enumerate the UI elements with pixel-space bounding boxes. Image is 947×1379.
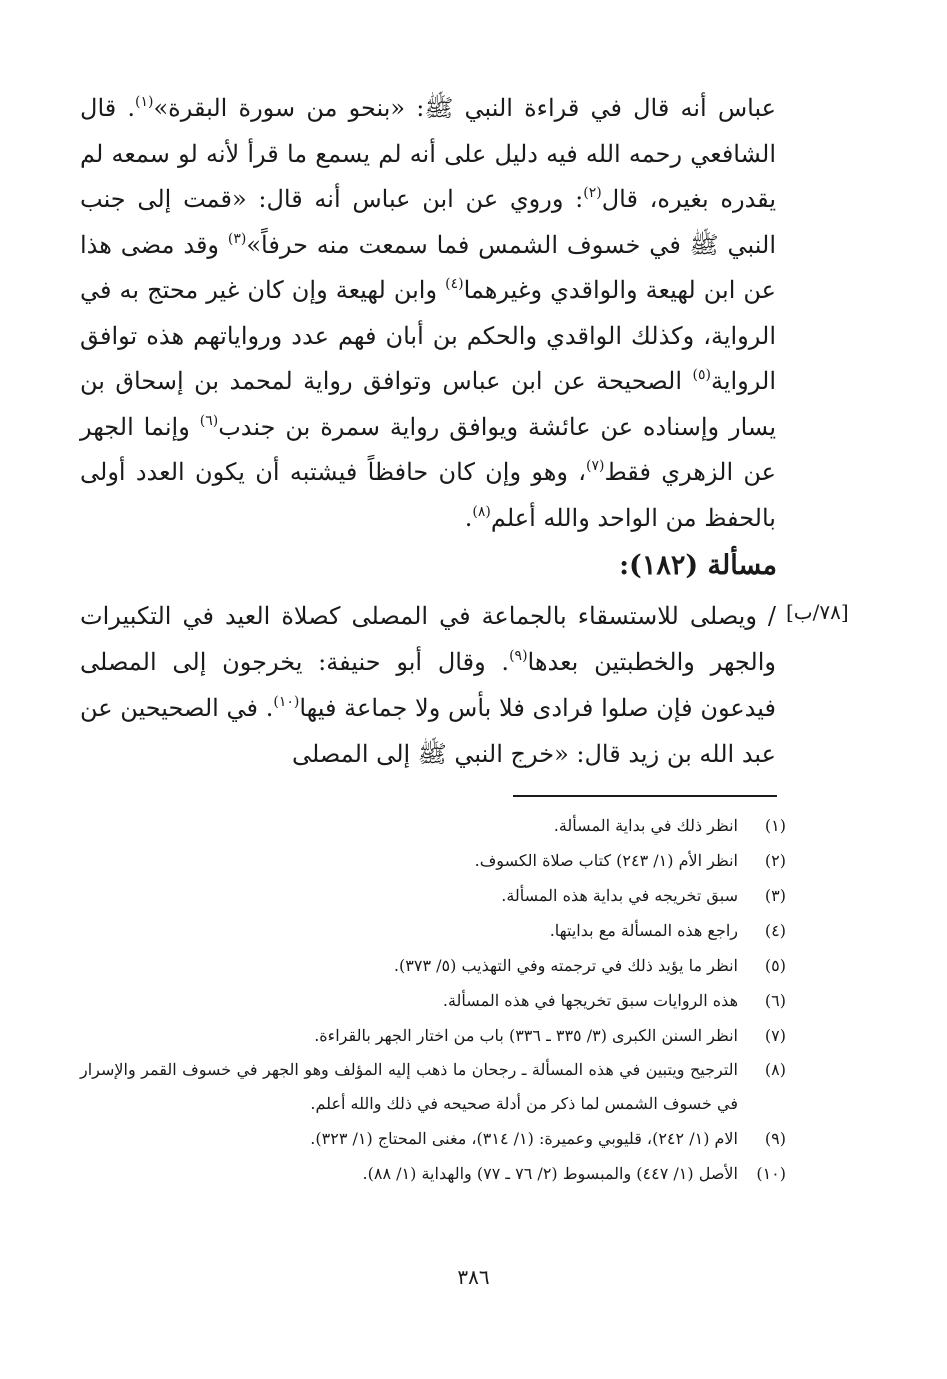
footnote-item — [80, 878, 786, 913]
footnote-item — [80, 1156, 786, 1191]
paragraph-1 — [80, 86, 776, 541]
footnote-text: الأصل (١/ ٤٤٧) والمبسوط (٢/ ٧٦ ـ ٧٧) والهداية (١/ ٨٨). — [362, 1164, 738, 1183]
footnote-item — [80, 983, 786, 1018]
footnote-ref: (٢) — [583, 185, 602, 201]
text-run: . — [464, 503, 473, 532]
footnote-number: (٨) — [764, 1060, 786, 1079]
footnote-text: سبق تخريجه في بداية هذه المسألة. — [501, 886, 738, 905]
text-run: . قال الشافعي رحمه الله فيه دليل على أنه لم يسمع ما قرأ لأنه لو سمعه لم يقدره بغيره، قال — [80, 94, 777, 213]
footnote-text: الام (١/ ٢٤٢)، قليوبي وعميرة: (١/ ٣١٤)، مغنى المحتاج (١/ ٣٢٣). — [310, 1129, 738, 1148]
text-run: / ويصلى للاستسقاء بالجماعة في المصلى كصلاة العيد في التكبيرات والجهر والخطبتين بعدها — [80, 602, 776, 676]
footnote-item — [80, 913, 786, 948]
text-run: . وقال أبو حنيفة: يخرجون إلى المصلى فيدعون فإن صلوا فرادى فلا بأس ولا جماعة فيها — [80, 648, 776, 722]
footnote-ref: (٦) — [199, 412, 219, 429]
footnote-item — [80, 1018, 786, 1053]
footnote-ref: (٤) — [445, 276, 464, 292]
footnote-ref: (٥) — [692, 367, 711, 383]
footnote-ref: (٧) — [586, 458, 605, 474]
main-text-block-2 — [80, 593, 776, 777]
footnotes-list — [80, 808, 786, 1191]
footnote-item — [80, 843, 786, 878]
footnote-number: (٥) — [764, 956, 786, 975]
footnote-text: انظر الأم (١/ ٢٤٣) كتاب صلاة الكسوف. — [474, 851, 738, 870]
issue-heading: مسألة (١٨٢): — [619, 550, 777, 581]
text-run: وابن لهيعة وإن كان غير محتج به في الرواية، وكذلك الواقدي والحكم بن أبان فهم عدد ورواياتهم هذه توافق الرواية — [80, 276, 776, 395]
text-run: : وروي عن ابن عباس أنه قال: «قمت إلى جنب النبي ﷺ في خسوف الشمس فما سمعت منه حرفاً» — [80, 185, 777, 259]
paragraph-2 — [80, 593, 776, 777]
footnote-text: انظر ذلك في بداية المسألة. — [553, 816, 738, 835]
footnote-number: (١٠) — [756, 1164, 786, 1183]
footnote-item — [80, 1121, 786, 1156]
footnote-item — [80, 1053, 786, 1121]
footnote-number: (٢) — [764, 851, 786, 870]
footnote-ref: (٨) — [472, 503, 491, 520]
footnote-number: (٧) — [764, 1026, 786, 1045]
text-run: وإنما الجهر عن الزهري فقط — [80, 412, 776, 486]
text-run: . في الصحيحين عن عبد الله بن زيد قال: «خرج النبي ﷺ إلى المصلى — [80, 694, 776, 768]
footnote-ref: (١٠) — [273, 694, 300, 710]
footnote-text: هذه الروايات سبق تخريجها في هذه المسألة. — [442, 991, 738, 1010]
main-text-block — [80, 86, 776, 541]
footnote-number: (١) — [764, 816, 786, 835]
footnote-number: (٦) — [764, 991, 786, 1010]
footnote-ref: (٣) — [227, 230, 247, 247]
footnote-text: راجع هذه المسألة مع بدايتها. — [549, 921, 738, 940]
text-run: وقد مضى هذا عن ابن لهيعة والواقدي وغيرهما — [80, 230, 777, 304]
footnote-text: انظر ما يؤيد ذلك في ترجمته وفي التهذيب (٥/ ٣٧٣). — [393, 956, 738, 975]
footnote-number: (٤) — [764, 921, 786, 940]
footnote-number: (٩) — [764, 1129, 786, 1148]
footnote-text: الترجيح ويتبين في هذه المسألة ـ رجحان ما ذهب إليه المؤلف وهو الجهر في خسوف القمر والإسرار في خسوف الشمس لما ذكر من أدلة صحيحه في ذلك والله أعلم. — [80, 1060, 738, 1113]
page-number: ٣٨٦ — [457, 1265, 490, 1289]
text-run: الصحيحة عن ابن عباس وتوافق رواية لمحمد بن إسحاق بن يسار وإسناده عن عائشة ويوافق رواية سمرة بن جندب — [80, 367, 776, 441]
footnote-number: (٣) — [764, 886, 786, 905]
footnote-item — [80, 808, 786, 843]
footnote-ref: (١) — [135, 94, 154, 110]
folio-marker: [٧٨/ب] — [786, 600, 849, 624]
footnote-text: انظر السنن الكبرى (٣/ ٣٣٥ ـ ٣٣٦) باب من اختار الجهر بالقراءة. — [314, 1026, 738, 1045]
footnote-ref: (٩) — [509, 648, 528, 664]
footnote-separator — [513, 795, 777, 797]
text-run: ، وهو وإن كان حافظاً فيشتبه أن يكون العدد أولى بالحفظ من الواحد والله أعلم — [80, 458, 776, 532]
text-run: عباس أنه قال في قراءة النبي ﷺ: «بنحو من سورة البقرة» — [153, 94, 777, 122]
footnote-item — [80, 948, 786, 983]
